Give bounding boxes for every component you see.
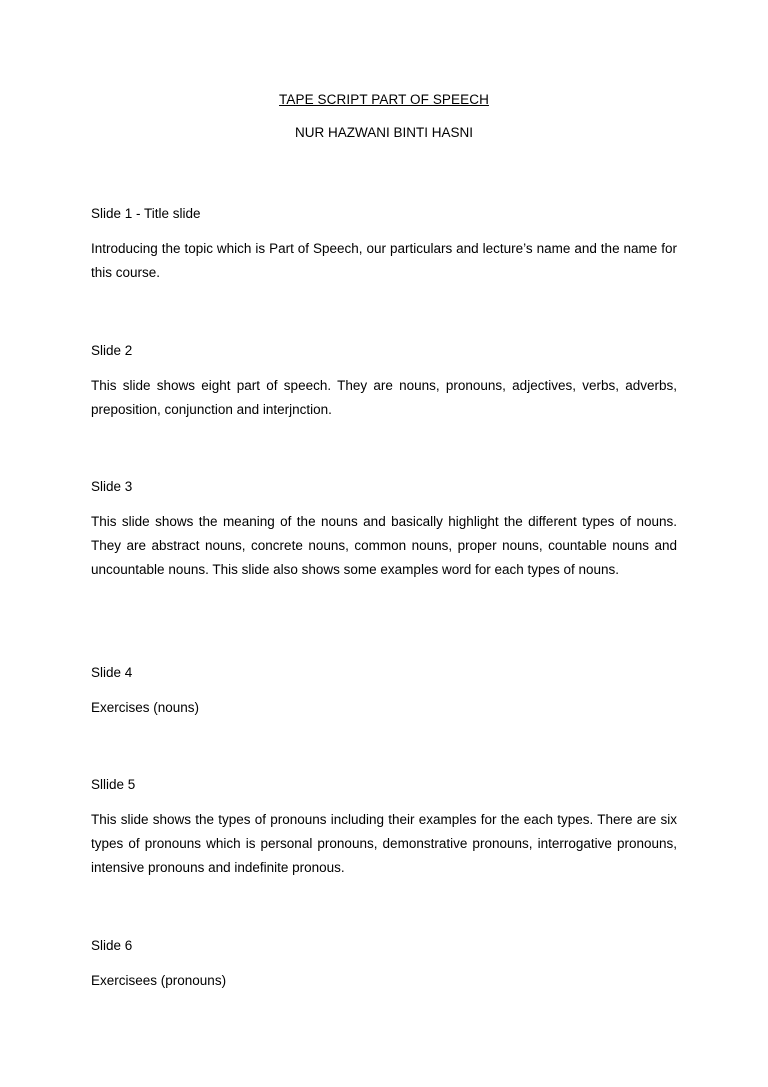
section-text-slide-1: Introducing the topic which is Part of Speech, our particulars and lecture’s name and the name for this course.	[91, 241, 677, 281]
section-text-slide-6: Exercisees (pronouns)	[91, 973, 227, 988]
section-heading-slide-1: Slide 1 - Title slide	[91, 206, 201, 221]
section-text-slide-4: Exercises (nouns)	[91, 700, 200, 715]
section-text-slide-2: This slide shows eight part of speech. They are nouns, pronouns, adjectives, verbs, adverbs, preposition, conjunction and interjnction.	[91, 378, 677, 418]
section-heading-slide-5: Sllide 5	[91, 777, 136, 792]
section-heading-slide-4: Slide 4	[91, 665, 133, 680]
document-title: TAPE SCRIPT PART OF SPEECH	[279, 92, 489, 107]
section-heading-slide-2: Slide 2	[91, 343, 133, 358]
section-heading-slide-6: Slide 6	[91, 938, 133, 953]
section-heading-slide-3: Slide 3	[91, 479, 133, 494]
document-author: NUR HAZWANI BINTI HASNI	[294, 125, 473, 140]
section-text-slide-5: This slide shows the types of pronouns including their examples for the each types. There are six types of pronouns which is personal pronouns, demonstrative pronouns, interrogative pronouns, intensive pronouns and indefinite pronous.	[91, 812, 677, 876]
section-text-slide-3: This slide shows the meaning of the nouns and basically highlight the different types of nouns. They are abstract nouns, concrete nouns, common nouns, proper nouns, countable nouns and uncountable nouns. This slide also shows some examples word for each types of nouns.	[91, 514, 677, 578]
